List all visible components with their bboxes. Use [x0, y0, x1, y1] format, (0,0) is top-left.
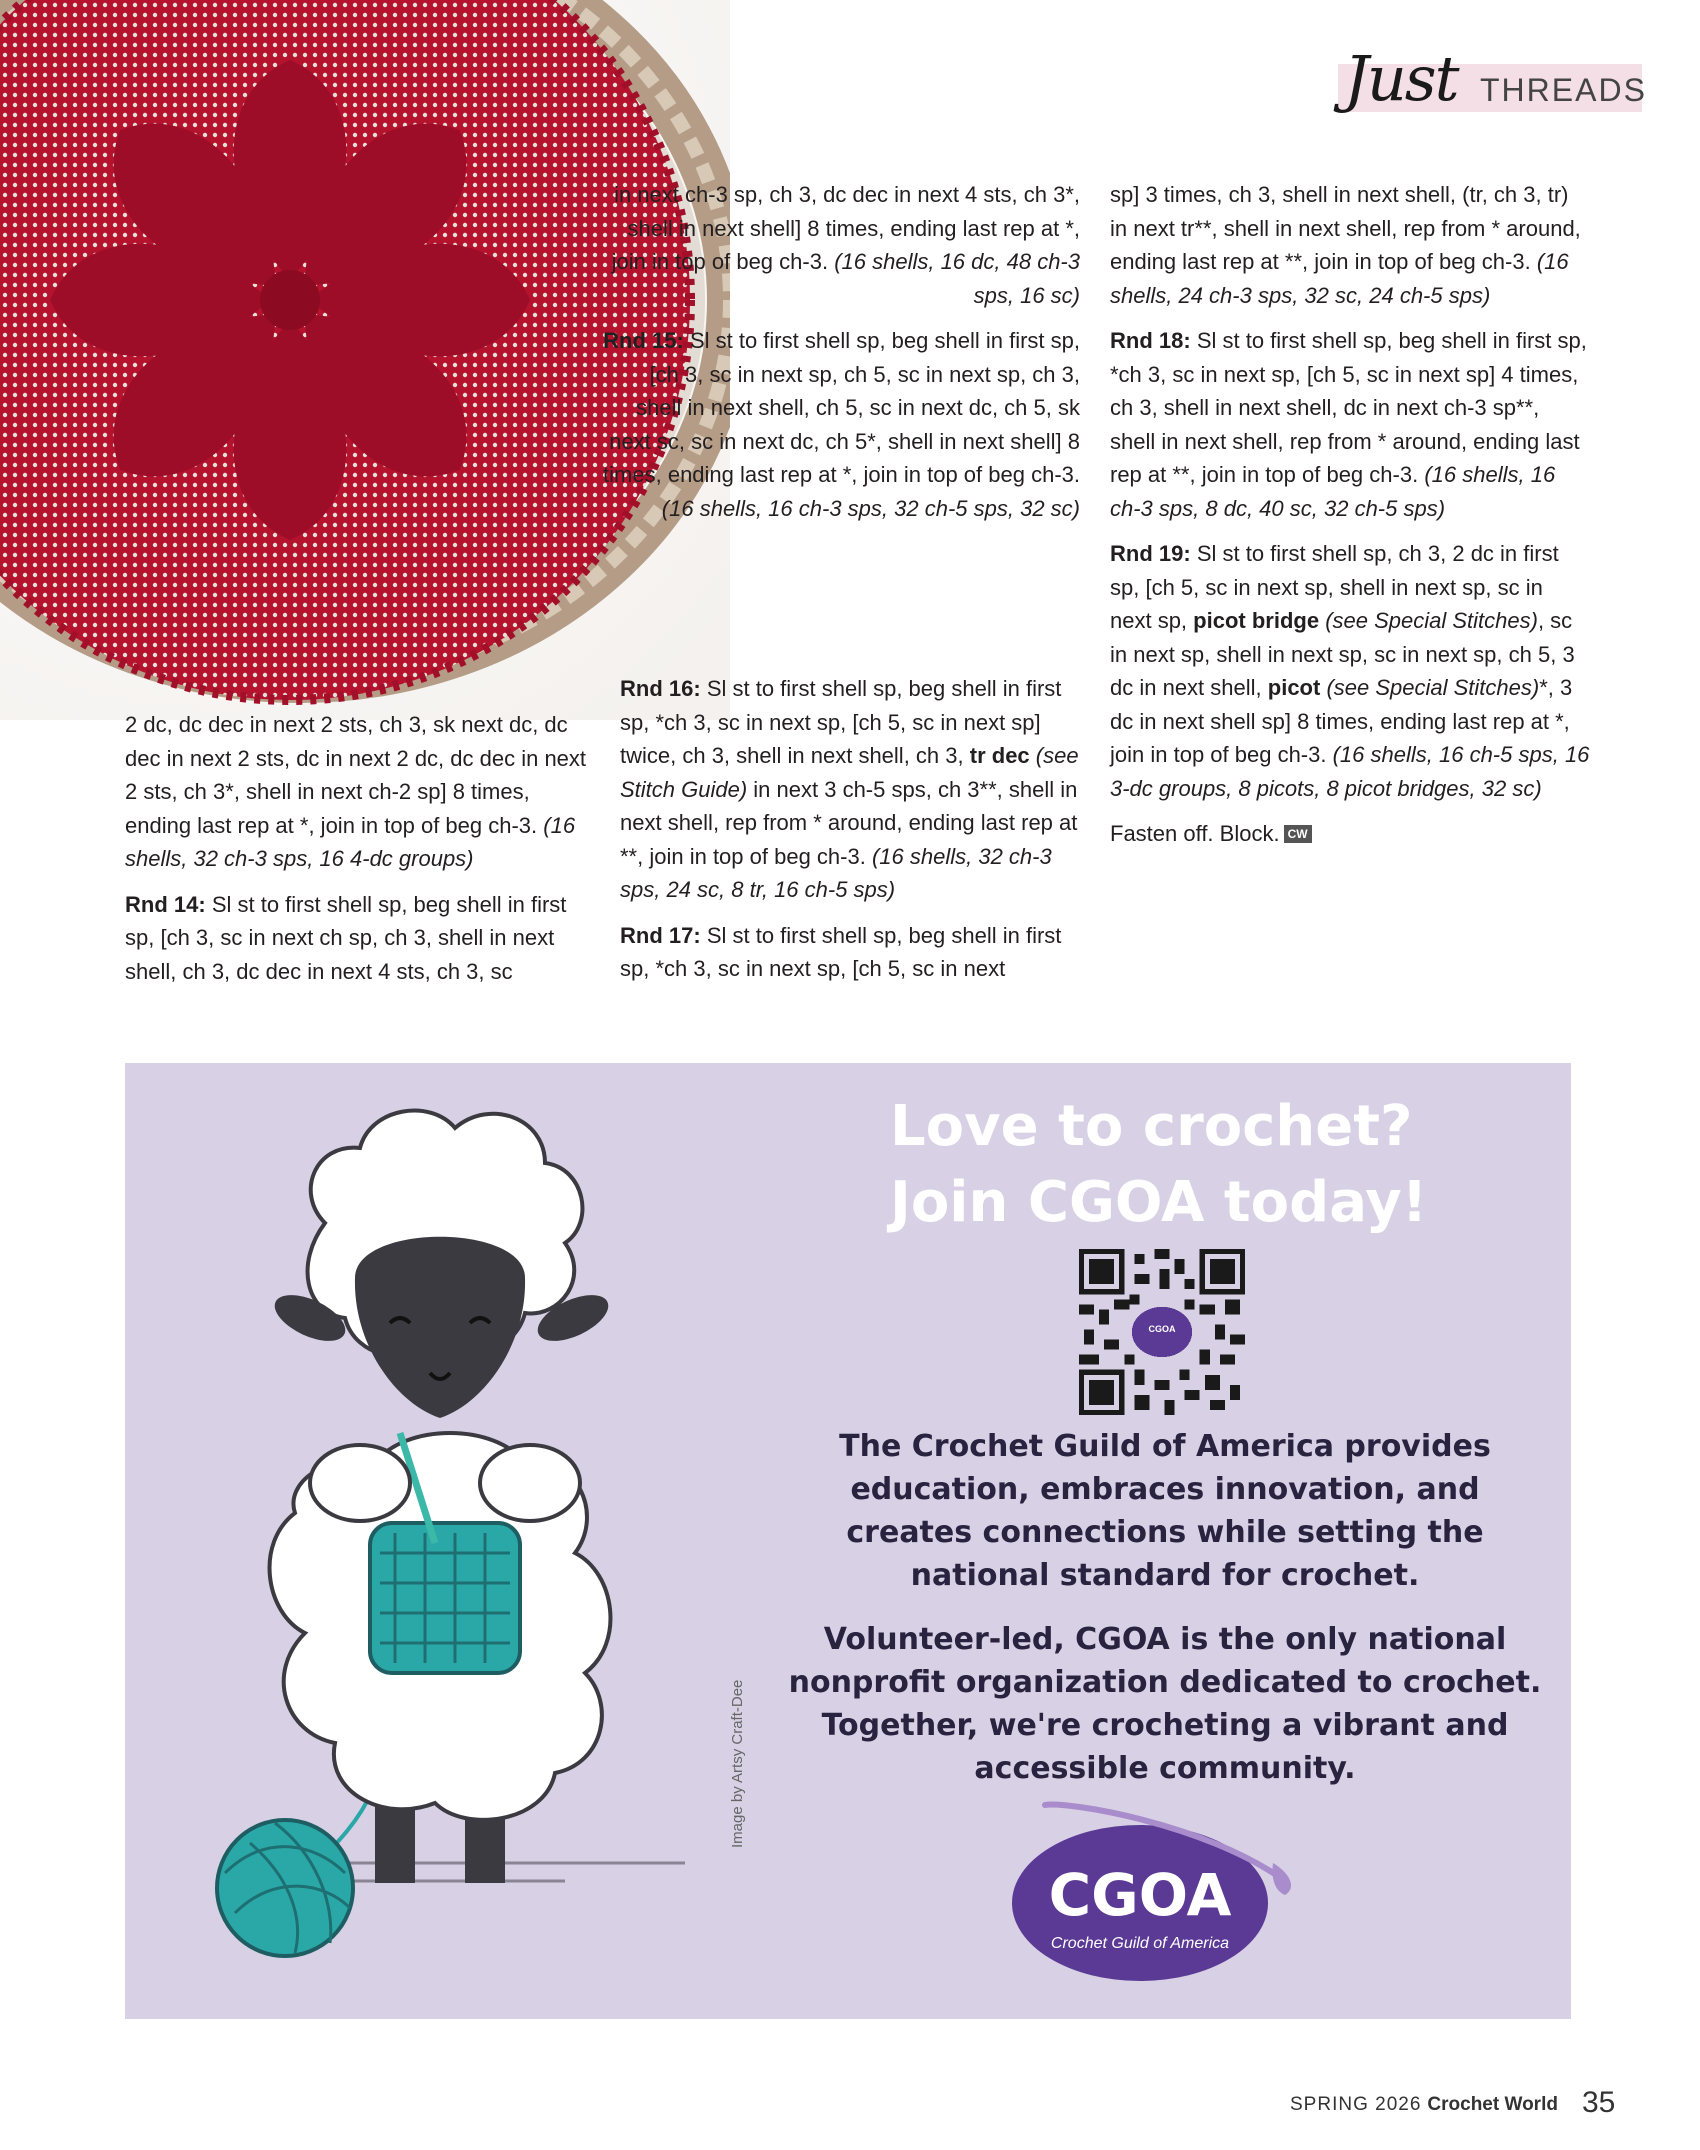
- issue-season: SPRING 2026: [1290, 2094, 1422, 2115]
- rnd15: Rnd 15: Sl st to first shell sp, beg shell in first sp, [ch 3, sc in next sp, ch 5, sc in next sp, ch 3, shell in next shell, ch 5, sc in next dc, ch 5, sk next sc, sc in next dc, ch 5*, shell in next shell] 8 times, ending last rep at *, join in top of beg ch-3. (16 shells, 16 ch-3 sps, 32 ch-5 sps, 32 sc): [603, 328, 1080, 521]
- cgoa-logo-subtext: Crochet Guild of America: [1050, 1935, 1230, 1952]
- rnd14-continuation: in next ch-3 sp, ch 3, dc dec in next 4 sts, ch 3*, shell in next shell] 8 times, ending last rep at *, join in top of beg ch-3. (16 shells, 16 dc, 48 ch-3 sps, 16 sc): [611, 182, 1080, 308]
- ad-headline-line-1: Love to crochet?: [890, 1094, 1413, 1159]
- ad-headline-line-2: Join CGOA today!: [890, 1170, 1428, 1235]
- rnd16: Rnd 16: Sl st to first shell sp, beg shell in first sp, *ch 3, sc in next sp, [ch 5, sc in next sp] twice, ch 3, shell in next shell, ch 3, tr dec (see Stitch Guide) in next 3 ch-5 sps, ch 3**, shell in next shell, rep from * around, ending last rep at **, join in top of beg ch-3. (16 shells, 32 ch-3 sps, 24 sc, 8 tr, 16 ch-5 sps): [620, 676, 1079, 902]
- qr-code[interactable]: [1079, 1249, 1245, 1415]
- rnd17: Rnd 17: Sl st to first shell sp, beg shell in first sp, *ch 3, sc in next sp, [ch 5, sc in next: [620, 922, 1062, 981]
- cgoa-advertisement: [125, 1063, 1571, 2019]
- cgoa-logo[interactable]: [1005, 1793, 1305, 1983]
- pattern-column-2-top: [600, 178, 1080, 537]
- cgoa-logo-text: CGOA: [1048, 1861, 1232, 1929]
- finish-instruction: Fasten off. Block. CW: [1110, 817, 1590, 851]
- ad-body-text-2: Volunteer-led, CGOA is the only national nonprofit organization dedicated to crochet. Together, we're crocheting a vibrant and accessible community.: [788, 1622, 1542, 1786]
- yarn-ball-icon: [217, 1820, 353, 1956]
- magazine-name: Crochet World: [1427, 2094, 1558, 2115]
- image-credit: Image by Artsy Craft-Dee: [729, 1679, 746, 1848]
- rnd13-continuation: 2 dc, dc dec in next 2 sts, ch 3, sk next dc, dc dec in next 2 sts, dc in next 2 dc, dc dec in next 2 sts, ch 3*, shell in next ch-2 sp] 8 times, ending last rep at *, join in top of beg ch-3. (16 shells, 32 ch-3 sps, 16 4-dc groups): [125, 712, 587, 871]
- pattern-column-2-bottom: [620, 672, 1090, 998]
- pattern-column-3: [1110, 178, 1590, 863]
- page-footer: [1290, 2086, 1615, 2120]
- rnd14: Rnd 14: Sl st to first shell sp, beg shell in first sp, [ch 3, sc in next ch sp, ch 3, shell in next shell, ch 3, dc dec in next 4 sts, ch 3, sc: [125, 891, 567, 984]
- section-script-word: Just: [1344, 42, 1458, 115]
- end-mark-badge: CW: [1284, 825, 1312, 843]
- qr-center-label: CGOA: [1148, 1324, 1176, 1334]
- crochet-swatch-icon: [370, 1523, 520, 1673]
- pattern-column-1: [125, 708, 595, 1000]
- rnd17-continuation: sp] 3 times, ch 3, shell in next shell, (tr, ch 3, tr) in next tr**, shell in next shell, rep from * around, ending last rep at **, join in top of beg ch-3. (16 shells, 24 ch-3 sps, 32 sc, 24 ch-5 sps): [1110, 182, 1581, 308]
- page-number: 35: [1581, 2086, 1616, 2119]
- rnd19: Rnd 19: Sl st to first shell sp, ch 3, 2 dc in first sp, [ch 5, sc in next sp, shell in next sp, sc in next sp, picot bridge (see Special Stitches), sc in next sp, shell in next sp, sc in next sp, ch 5, 3 dc in next shell, picot (see Special Stitches)*, 3 dc in next shell sp] 8 times, ending last rep at *, join in top of beg ch-3. (16 shells, 16 ch-5 sps, 16 3-dc groups, 8 picots, 8 picot bridges, 32 sc): [1110, 541, 1590, 801]
- rnd18: Rnd 18: Sl st to first shell sp, beg shell in first sp, *ch 3, sc in next sp, [ch 5, sc in next sp] 4 times, ch 3, shell in next shell, dc in next ch-3 sp**, shell in next shell, rep from * around, ending last rep at **, join in top of beg ch-3. (16 shells, 16 ch-3 sps, 8 dc, 40 sc, 32 ch-5 sps): [1110, 328, 1587, 521]
- ad-headline: [890, 1089, 1530, 1241]
- ad-body-text-1: The Crochet Guild of America provides education, embraces innovation, and creates connections while setting the national standard for crochet.: [839, 1429, 1491, 1593]
- section-title: THREADS: [1480, 72, 1647, 108]
- sheep-illustration: [145, 1073, 705, 2013]
